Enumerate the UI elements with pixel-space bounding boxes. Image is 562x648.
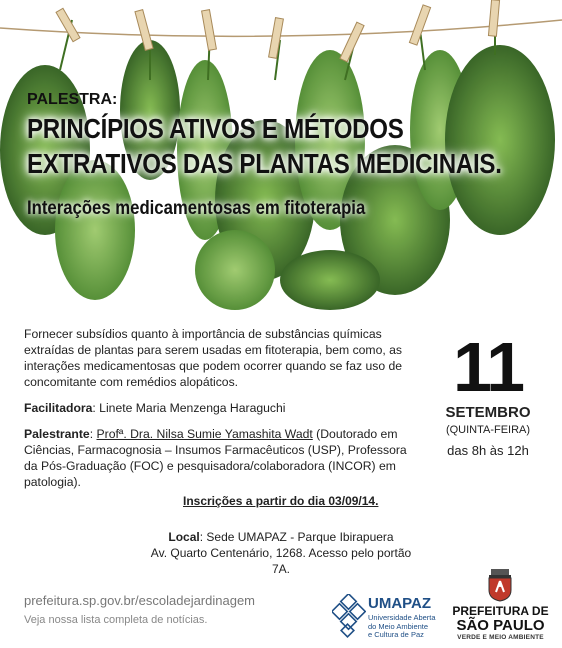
location-address-1: : Sede UMAPAZ - Parque Ibirapuera — [199, 530, 394, 544]
facilitator-label: Facilitadora — [24, 401, 93, 415]
prefeitura-line-1: PREFEITURA DE — [452, 604, 549, 618]
news-note: Veja nossa lista completa de notícias. — [24, 614, 208, 626]
herbs-banner — [0, 0, 562, 318]
title-line-1: PRINCÍPIOS ATIVOS E MÉTODOS — [27, 113, 404, 144]
speaker-name: Profª. Dra. Nilsa Sumie Yamashita Wadt — [96, 427, 313, 441]
prefeitura-line-3: VERDE E MEIO AMBIENTE — [457, 634, 544, 641]
umapaz-logo — [332, 592, 462, 642]
speaker-details: (Doutorado em Ciências, Farmacognosia – Insumos Farmacêuticos (USP), Professora da Pós-Graduação (FOC) e pesquisadora/colaboradora (INCOR) em patologia). — [24, 427, 407, 489]
sao-paulo-coat-of-arms-icon — [485, 568, 515, 602]
event-weekday: (QUINTA-FEIRA) — [445, 424, 531, 436]
description-section — [24, 326, 414, 500]
website-link[interactable]: prefeitura.sp.gov.br/escoladejardinagem — [24, 593, 256, 608]
facilitator-line — [24, 400, 414, 416]
location-address-2: Av. Quarto Centenário, 1268. Acesso pelo portão 7A. — [150, 546, 412, 576]
registration-notice: Inscrições a partir do dia 03/09/14. — [183, 494, 379, 508]
umapaz-sub-line-3: e Cultura de Paz — [368, 630, 424, 639]
date-block — [428, 328, 548, 458]
prefeitura-logo — [448, 568, 553, 646]
umapaz-name: UMAPAZ — [368, 595, 432, 612]
event-month: SETEMBRO — [445, 404, 531, 421]
title-line-2: EXTRATIVOS DAS PLANTAS MEDICINAIS. — [27, 148, 502, 179]
location-line-1 — [150, 529, 412, 545]
event-hours: das 8h às 12h — [447, 443, 529, 458]
event-type-label: PALESTRA: — [27, 91, 118, 108]
intro-text: Fornecer subsídios quanto à importância de substâncias químicas extraídas de plantas para serem usadas em fitoterapia, bem como, as interações medicamentosas que podem ocorrer quando se faz uso de concomitante com remédios alopáticos. — [24, 327, 403, 389]
umapaz-subtitle — [368, 614, 460, 640]
speaker-line — [24, 426, 414, 490]
speaker-label: Palestrante — [24, 427, 90, 441]
subtitle: Interações medicamentosas em fitoterapia — [27, 198, 366, 219]
facilitator-name: : Linete Maria Menzenga Haraguchi — [92, 401, 286, 415]
location-label: Local — [168, 530, 200, 544]
prefeitura-line-2: SÃO PAULO — [456, 617, 545, 634]
location-block — [150, 529, 412, 577]
speaker-separator: : — [89, 427, 97, 441]
umapaz-logo-icon — [332, 594, 366, 638]
event-day: 11 — [453, 328, 523, 406]
umapaz-sub-line-1: Universidade Aberta — [368, 613, 436, 622]
umapaz-sub-line-2: do Meio Ambiente — [368, 621, 429, 631]
